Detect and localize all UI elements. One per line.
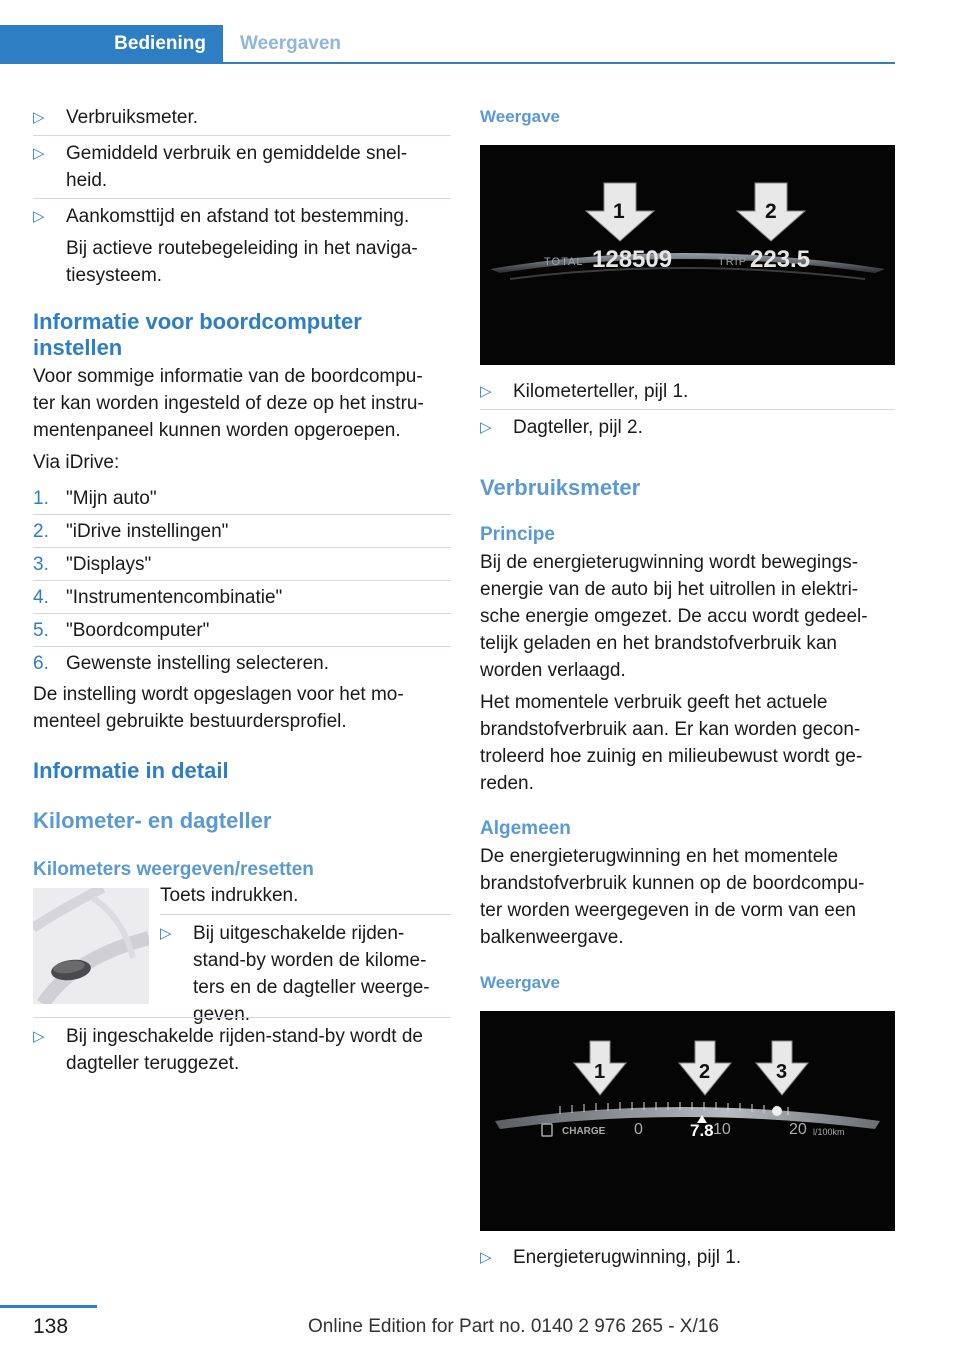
page-number: 138	[33, 1315, 69, 1338]
tab-bediening[interactable]: Bediening	[0, 25, 223, 62]
odometer-display-image	[480, 145, 895, 365]
bullet-triangle-icon: ▷	[160, 925, 172, 942]
via-idrive: Via iDrive:	[33, 452, 120, 473]
heading-counter: Kilometer- en dagteller	[33, 808, 272, 833]
list-item: ▷ Bij uitgeschakelde rijden- stand-by worden de kilome- ters en de dagteller weerge- geven.	[160, 920, 451, 1028]
divider	[480, 409, 895, 410]
arrow-2-label: 2	[699, 1061, 711, 1083]
divider	[33, 646, 451, 647]
right-column	[480, 100, 895, 1271]
list-item: ▷ Energieterugwinning, pijl 1.	[480, 1244, 895, 1271]
current-value: 7.8	[690, 1121, 714, 1140]
consumption-display-image	[480, 1011, 895, 1231]
bullet-triangle-icon: ▷	[33, 1028, 45, 1045]
list-item: 3. "Displays"	[33, 554, 152, 575]
reset-instructions	[160, 882, 451, 1028]
list-item: 1. "Mijn auto"	[33, 488, 157, 509]
trip-label: TRIP	[718, 256, 748, 268]
consumption-gauge-graphic	[480, 1011, 895, 1231]
reset-button-image	[33, 888, 149, 1004]
button-illustration	[33, 888, 149, 1004]
list-item: 4. "Instrumentencombinatie"	[33, 587, 283, 608]
divider	[33, 135, 451, 136]
unit-label: l/100km	[813, 1127, 845, 1137]
list-item: ▷ Verbruiksmeter.	[33, 104, 451, 131]
heading-detail: Informatie in detail	[33, 758, 229, 783]
heading-weergave-2: Weergave	[480, 973, 561, 992]
heading-reset: Kilometers weergeven/resetten	[33, 859, 314, 880]
paragraph-setup: Voor sommige informatie van de boordcompu- ter kan worden ingesteld of deze op het instru- mentenpaneel kunnen worden opgeroepen.	[33, 366, 424, 441]
bullet-triangle-icon: ▷	[33, 109, 45, 126]
trip-value: 223.5	[750, 246, 811, 273]
bullet-triangle-icon: ▷	[33, 208, 45, 225]
bullet-triangle-icon: ▷	[33, 145, 45, 162]
list-item: ▷ Aankomsttijd en afstand tot bestemming.	[33, 203, 451, 230]
bullet-triangle-icon: ▷	[480, 383, 492, 400]
list-item: ▷ Bij ingeschakelde rijden-stand-by wordt de dagteller teruggezet.	[33, 1023, 451, 1077]
list-item: 2. "iDrive instellingen"	[33, 521, 229, 542]
divider	[33, 514, 451, 515]
bullet-triangle-icon: ▷	[480, 1249, 492, 1266]
charge-label: CHARGE	[562, 1126, 606, 1137]
left-column	[33, 100, 451, 1074]
list-item: 6. Gewenste instelling selecteren.	[33, 653, 329, 674]
footer-rule	[0, 1305, 97, 1308]
paragraph-principle: Bij de energieterugwinning wordt bewegings- energie van de auto bij het uitrollen in elektri- sche energie omgezet. De accu wordt gedeel- telijk geladen en het brandstofverbruik kan worden verlaagd.	[480, 552, 868, 681]
total-label: TOTAL	[544, 256, 584, 268]
edition-note: Online Edition for Part no. 0140 2 976 265 - X/16	[308, 1316, 719, 1337]
tick-20: 20	[789, 1121, 807, 1138]
bullet-triangle-icon: ▷	[480, 419, 492, 436]
divider	[33, 1017, 451, 1018]
paragraph-general: De energieterugwinning en het momentele brandstofverbruik kunnen op de boordcompu- ter worden weergegeven in de vorm van een balkenweergave.	[480, 846, 865, 948]
heading-setup: Informatie voor boordcomputer instellen	[33, 309, 362, 360]
list-item: ▷ Gemiddeld verbruik en gemiddelde snel- heid.	[33, 140, 451, 194]
divider	[33, 198, 451, 199]
heading-general: Algemeen	[480, 818, 571, 839]
divider	[33, 580, 451, 581]
odometer-gauge-graphic	[480, 145, 895, 365]
tab-weergaven[interactable]: Weergaven	[240, 33, 342, 54]
list-item: ▷ Kilometerteller, pijl 1.	[480, 378, 895, 405]
divider	[160, 914, 451, 915]
paragraph-press: Toets indrukken.	[160, 885, 299, 906]
divider	[33, 613, 451, 614]
divider	[33, 547, 451, 548]
heading-weergave-1: Weergave	[480, 107, 561, 126]
reset-instructions-2	[33, 1017, 451, 1077]
heading-principle: Principe	[480, 524, 555, 545]
heading-meter: Verbruiksmeter	[480, 475, 641, 500]
paragraph-saved: De instelling wordt opgeslagen voor het mo- menteel gebruikte bestuurdersprofiel.	[33, 684, 404, 732]
tick-0: 0	[634, 1121, 643, 1138]
arrow-1-label: 1	[613, 200, 625, 223]
tick-10: 10	[713, 1121, 731, 1138]
arrow-2-label: 2	[765, 200, 777, 223]
list-item: 5. "Boordcomputer"	[33, 620, 210, 641]
arrow-1-label: 1	[594, 1061, 606, 1083]
list-item-note: Bij actieve routebegeleiding in het naviga- tiesysteem.	[66, 238, 418, 286]
list-item: ▷ Dagteller, pijl 2.	[480, 414, 895, 441]
total-value: 128509	[592, 246, 673, 273]
steps-list	[33, 485, 451, 677]
section-tabs	[0, 25, 895, 64]
arrow-3-label: 3	[776, 1061, 788, 1083]
paragraph-current: Het momentele verbruik geeft het actuele brandstofverbruik aan. Er kan worden gecon- troleerd hoe zuinig en milieubewust wordt ge- reden.	[480, 692, 863, 794]
